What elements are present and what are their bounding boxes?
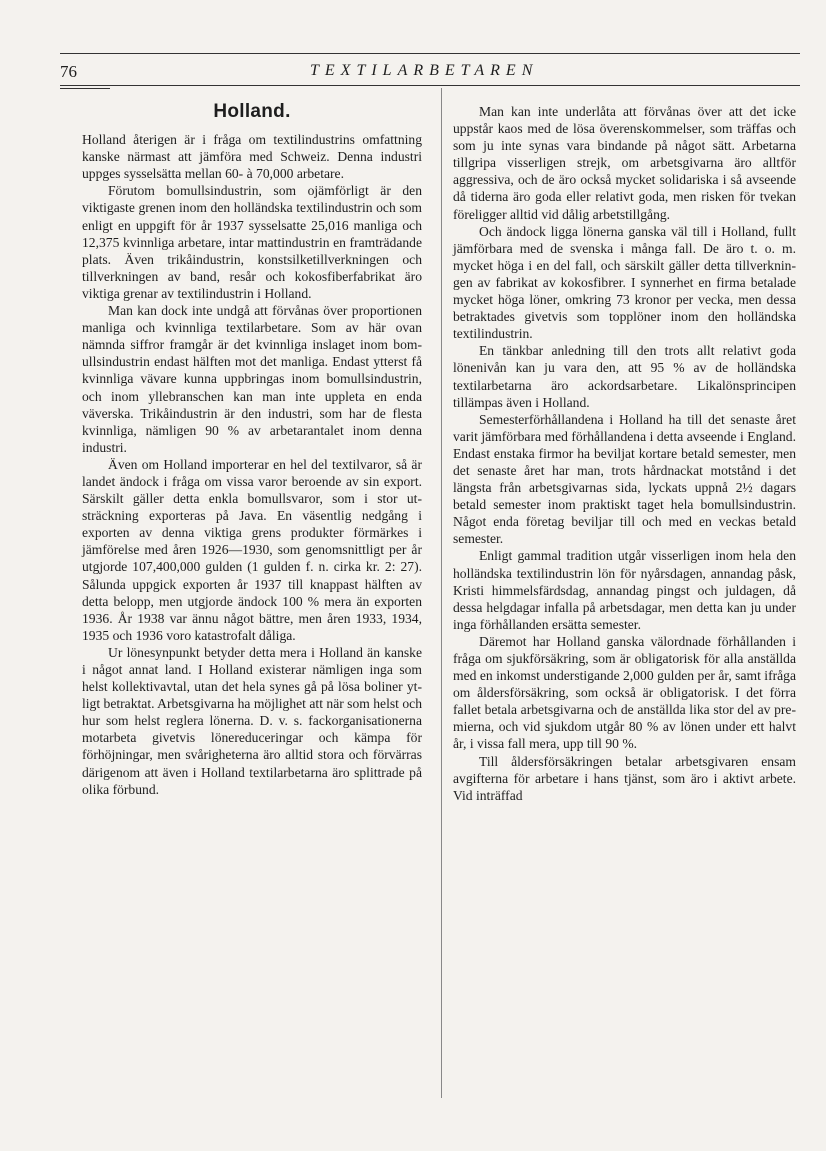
- paragraph: Även om Holland importerar en hel del textilvaror, så är landet ändock i fråga om vissa varor beroende av sin export. Särskilt gäller detta enkla bomullsvaror, som i stor utsträckning exporteras på Java. En väsentlig nedgång i exporten av denna viktiga grens produkter förmärkes i jämförelse med åren 1926—1930, som genomsnittligt per år utgjorde 107,400,000 gulden (1 gulden f. n. cirka kr. 2: 27). Sålunda uppgick exporten år 1937 till knappast hälften av detta belopp, men utgjorde ändock 100 % mera än exporten 1936. År 1938 var ännu något bättre, men åren 1933, 1934, 1935 och 1936 voro katastrofalt dåliga.: [82, 456, 422, 643]
- article-title: Holland.: [213, 101, 291, 122]
- header-bottom-rule: [60, 85, 800, 86]
- page-number-underline: [60, 88, 110, 89]
- paragraph: Semesterförhållandena i Holland ha till det senaste året varit jämförbara med förhållandena i detta avseende i England. Endast enstaka firmor ha beviljat kortare betald semester, men det senaste året har man, trots hårdnackat motstånd i det längsta från arbetsgivarnas sida, lyckats uppnå 2½ dagars betald semester inom praktiskt taget hela bomullsindustrin. Något enda företag beviljar till och med en veckas betald semester.: [453, 411, 796, 547]
- running-title: TEXTILARBETAREN: [310, 62, 539, 79]
- left-column: [82, 95, 422, 798]
- paragraph: Till åldersförsäkringen betalar arbetsgivaren ensam avgifterna för arbetare i hans tjänst, som äro i aktivt arbete. Vid inträffad: [453, 753, 796, 803]
- paragraph: Däremot har Holland ganska välordnade förhållanden i fråga om sjukförsäkring, som är obligatorisk för alla anställda med en inkomst understigande 2,000 gulden per år, samt ifråga om åldersförsäkring, som också är obligatorisk. I det förra fallet betala arbetsgivarna och de anställda lika stor del av premierna, och vid sjukdom utgår 80 % av lönen under ett halvt år, i vissa fall mera, upp till 90 %.: [453, 633, 796, 752]
- paragraph: Man kan inte underlåta att förvånas över att det icke uppstår kaos med de lösa överenskommelser, som träffas och som ju inte synas vara bindande på något sätt. Arbetarna tillgripa visserligen strejk, om arbetsgivarna äro alltför aggressiva, och de äro också mycket solidariska i så avseende då tiderna äro goda eller relativt goda, men risken för tvekan föreligger alltid vid dålig arbetstillgång.: [453, 104, 796, 222]
- paragraph: Enligt gammal tradition utgår visserligen inom hela den holländska textilindustrin lön för nyårsdagen, annandag påsk, Kristi himmelsfärdsdag, annandag pingst och juldagen, då dessa helgdagar infalla på arbetsdagar, men detta kan ju under inga förhållanden ersätta semester.: [453, 548, 796, 632]
- paragraph: Och ändock ligga lönerna ganska väl till i Holland, fullt jämförbara med de svenska i många fall. De äro t. o. m. mycket höga i en del fall, och särskilt gäller detta tillverkningen av fabrikat av kokosfibrer. I synnerhet en firma betalade mycket höga löner, omkring 73 kronor per vecka, men dessa betraktades givetvis som topplöner inom den holländska textilindustrin.: [453, 223, 796, 342]
- header-top-rule: [60, 53, 800, 54]
- paragraph: Man kan dock inte undgå att förvånas över proportionen manliga och kvinnliga textilarbetare. Som av här ovan nämnda siffror framgår är det kvinnliga inslaget inom bomullsindustrin endast hälften mot det manliga. Endast ytterst få kvinnliga vävare kunna uppbringas inom bomullsindustrin, och inom yllebranschen kan man inte uppleta en enda väverska. Trikåindustrin är den industri, som har de flesta kvinnliga, nämligen 90 % av arbetarantalet inom denna industri.: [82, 303, 422, 455]
- page-header: [60, 62, 800, 84]
- page-number: 76: [60, 62, 77, 81]
- paragraph: Förutom bomullsindustrin, som ojämförligt är den viktigaste grenen inom den holländska textilindustrin och som enligt en uppgift för år 1937 sysselsatte 25,016 manliga och 12,375 kvinnliga arbetare, intar mattindustrin en framträdande plats. Även trikåindustrin, konstsilketillverkningen och tillverkningen av band, resår och kokosfiberfabrikat äro viktiga grenar av textilindustrin i Holland.: [82, 183, 422, 301]
- right-column: [453, 103, 796, 804]
- paragraph: Holland återigen är i fråga om textilindustrins omfattning kanske närmast att jämföra med Schweiz. Denna industri uppges sysselsätta mellan 60- à 70,000 arbetare.: [82, 132, 422, 182]
- column-divider: [441, 88, 442, 1098]
- paragraph: Ur lönesynpunkt betyder detta mera i Holland än kanske i något annat land. I Holland existerar nämligen inga som helst kollektivavtal, utan det hela synes gå på lösa boliner ytligt betraktat. Arbetsgivarna ha möjlighet att när som helst och hur som helst reglera lönerna. D. v. s. fackorganisationerna motarbeta givetvis lönereduceringar och kämpa för förhöjningar, men svårigheterna äro alltid stora och förvärras därigenom att även i Holland textilarbetarna äro splittrade på olika förbund.: [82, 644, 422, 797]
- paragraph: En tänkbar anledning till den trots allt relativt goda lönenivån kan ju vara den, att 95 % av de holländska textilarbetarna äro ackordsarbetare. Likalönsprincipen tillämpas även i Holland.: [453, 343, 796, 410]
